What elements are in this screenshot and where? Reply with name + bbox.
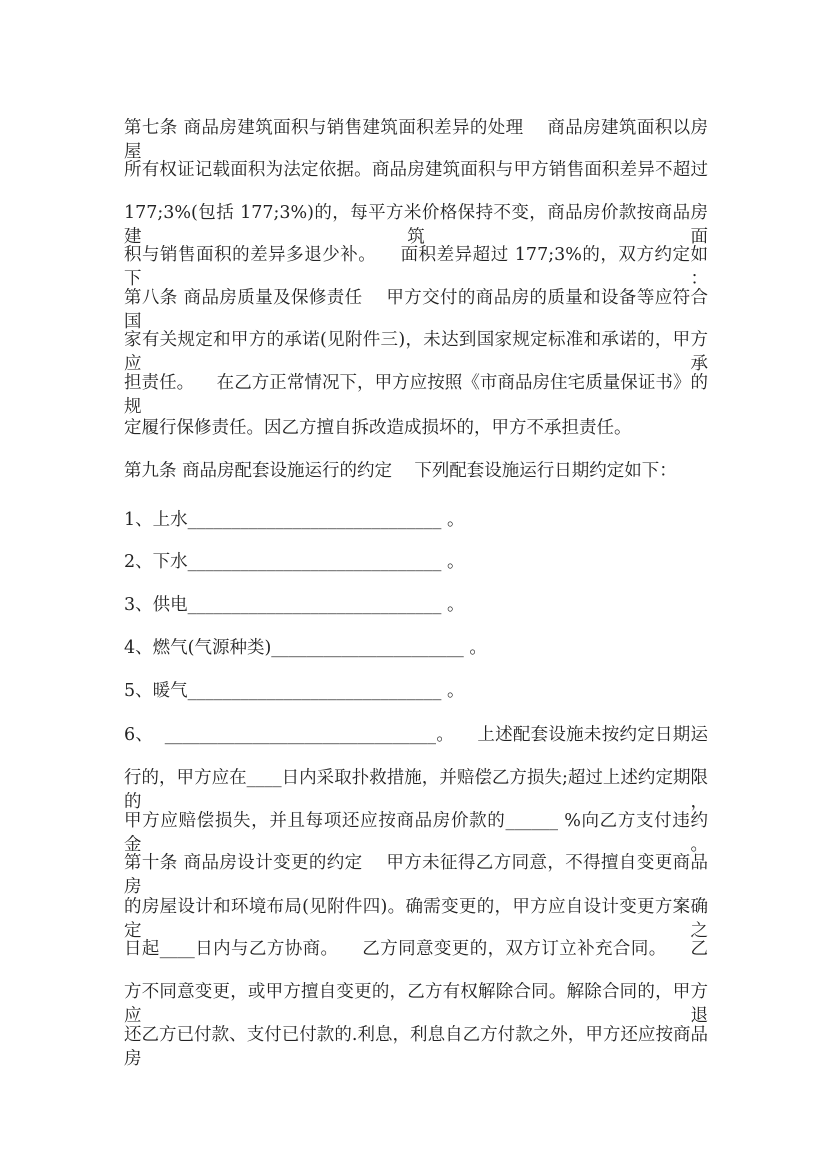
text-line: 1、上水_____________________________ 。	[124, 510, 465, 530]
text-line: 第十条 商品房设计变更的约定 甲方未征得乙方同意，不得擅自变更商品房	[124, 853, 708, 897]
text-line: 4、燃气(气源种类)______________________ 。	[124, 638, 487, 658]
text-line: 积与销售面积的差异多退少补。 面积差异超过 177;3%的，双方约定如下：	[124, 245, 708, 289]
text-line: 担责任。 在乙方正常情况下，甲方应按照《市商品房住宅质量保证书》的规	[124, 373, 708, 417]
text-line: 第七条 商品房建筑面积与销售建筑面积差异的处理 商品房建筑面积以房屋	[124, 118, 708, 162]
text-line: 方不同意变更，或甲方擅自变更的，乙方有权解除合同。解除合同的，甲方应退	[124, 982, 708, 1026]
text-line: 日起____日内与乙方协商。 乙方同意变更的，双方订立补充合同。 乙	[124, 939, 708, 959]
text-line: 2、下水_____________________________ 。	[124, 552, 465, 572]
text-line: 的房屋设计和环境布局(见附件四)。确需变更的，甲方应自设计变更方案确定之	[124, 897, 708, 941]
text-line: 家有关规定和甲方的承诺(见附件三)，未达到国家规定标准和承诺的，甲方应承	[124, 330, 708, 374]
text-line: 还乙方已付款、支付已付款的.利息，利息自乙方付款之外，甲方还应按商品房	[124, 1025, 708, 1069]
text-line: 177;3%(包括 177;3%)的，每平方米价格保持不变，商品房价款按商品房建筑面	[124, 203, 708, 247]
text-line: 定履行保修责任。因乙方擅自拆改造成损坏的，甲方不承担责任。	[124, 418, 632, 438]
text-line: 所有权证记载面积为法定依据。商品房建筑面积与甲方销售面积差异不超过	[124, 160, 708, 180]
text-line: 甲方应赔偿损失，并且每项还应按商品房价款的______ %向乙方支付违约金。	[124, 811, 708, 855]
text-line: 6、 _______________________________。 上述配套设施未按约定日期运	[124, 725, 708, 745]
text-line: 第八条 商品房质量及保修责任 甲方交付的商品房的质量和设备等应符合国	[124, 288, 708, 332]
text-line: 3、供电_____________________________ 。	[124, 595, 465, 615]
text-line: 第九条 商品房配套设施运行的约定 下列配套设施运行日期约定如下：	[124, 461, 677, 481]
text-line: 行的，甲方应在____日内采取扑救措施，并赔偿乙方损失;超过上述约定期限的，	[124, 768, 708, 812]
text-line: 5、暖气_____________________________ 。	[124, 681, 465, 701]
